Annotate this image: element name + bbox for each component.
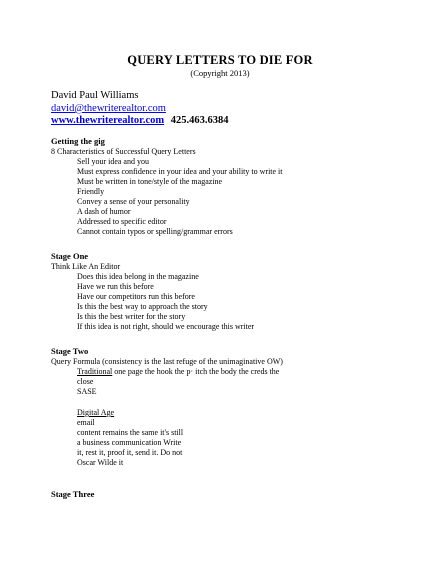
contact-line	[51, 115, 229, 126]
website-link[interactable]: www.thewriterealtor.com	[51, 115, 165, 126]
list-item: Convey a sense of your personality	[77, 197, 190, 206]
digital-line: a business communication Write	[77, 438, 182, 447]
copyright-notice: (Copyright 2013)	[190, 68, 250, 78]
section-heading-stage-one: Stage One	[51, 251, 89, 261]
list-item: Is this the best way to approach the story	[77, 302, 208, 311]
list-item: Addressed to specific editor	[77, 217, 167, 226]
list-item: Must be written in tone/style of the magazine	[77, 177, 223, 186]
digital-age-text	[77, 418, 183, 468]
list-item: Have our competitors run this before	[77, 292, 195, 301]
section-heading-stage-two: Stage Two	[51, 346, 89, 356]
section-intro-getting-the-gig: 8 Characteristics of Successful Query Letters	[51, 147, 196, 156]
section-intro-stage-two: Query Formula (consistency is the last refuge of the unimaginative OW)	[51, 357, 283, 366]
list-item: Must express confidence in your idea and your ability to write it	[77, 167, 283, 176]
list-item: Does this idea belong in the magazine	[77, 272, 199, 281]
digital-line: content remains the same it's still	[77, 428, 184, 437]
traditional-format-continued: close	[77, 377, 94, 386]
sase-line: SASE	[77, 387, 97, 396]
section-intro-stage-one: Think Like An Editor	[51, 262, 121, 271]
traditional-format-line	[77, 367, 279, 377]
traditional-text: one page the hook the p· itch the body the creds the	[112, 367, 280, 376]
list-item: Friendly	[77, 187, 105, 196]
list-item: If this idea is not right, should we encourage this writer	[77, 322, 255, 331]
document-title: QUERY LETTERS TO DIE FOR	[127, 53, 313, 67]
email-link[interactable]: david@thewriterealtor.com	[51, 103, 166, 114]
list-item: Sell your idea and you	[77, 157, 149, 166]
digital-age-label: Digital Age	[77, 408, 115, 417]
list-item: Cannot contain typos or spelling/grammar errors	[77, 227, 233, 236]
digital-line: Oscar Wilde it	[77, 458, 124, 467]
digital-line: it, rest it, proof it, send it. Do not	[77, 448, 183, 457]
digital-line: email	[77, 418, 95, 427]
list-item: Have we run this before	[77, 282, 154, 291]
editor-questions-list	[77, 272, 254, 332]
characteristics-list	[77, 157, 283, 237]
section-heading-stage-three: Stage Three	[51, 489, 95, 499]
list-item: Is this the best writer for the story	[77, 312, 186, 321]
traditional-label: Traditional	[77, 367, 113, 376]
section-heading-getting-the-gig: Getting the gig	[51, 136, 105, 146]
author-name: David Paul Williams	[51, 90, 139, 101]
list-item: A dash of humor	[77, 207, 131, 216]
phone-number: 425.463.6384	[170, 115, 229, 126]
